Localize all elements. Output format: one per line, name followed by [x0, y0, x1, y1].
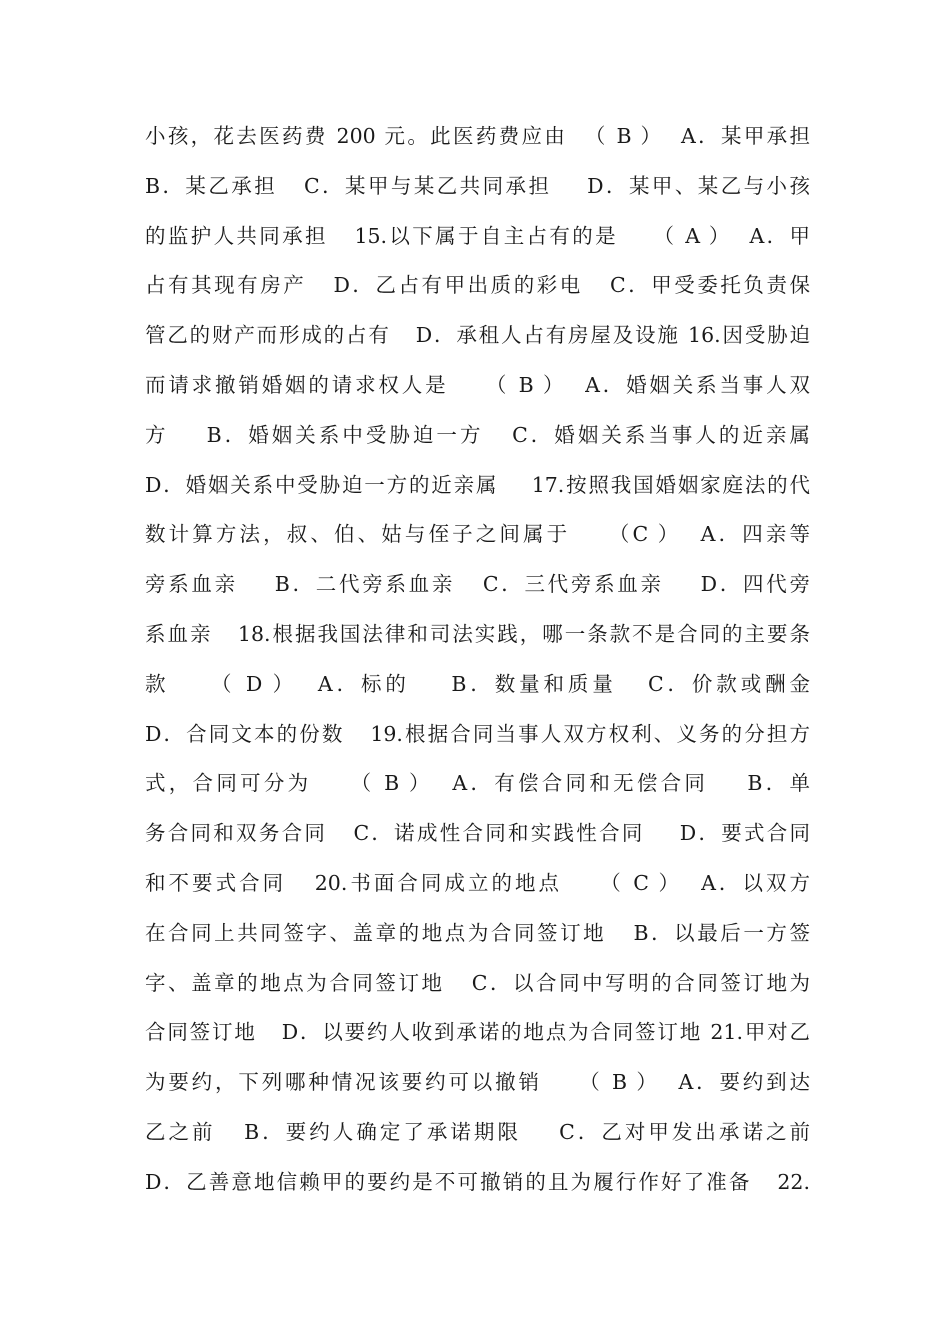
text-line: 系血亲 18.根据我国法律和司法实践，哪一条款不是合同的主要条 — [145, 621, 810, 646]
text-line: 旁系血亲 B．二代旁系血亲 C．三代旁系血亲 D．四代旁 — [145, 572, 810, 597]
text-line: 小孩，花去医药费 200 元。此医药费应由 （ B ） A．某甲承担 — [145, 124, 810, 148]
text-line: 合同签订地 D．以要约人收到承诺的地点为合同签订地 21.甲对乙 — [145, 1020, 810, 1045]
text-line: 占有其现有房产 D．乙占有甲出质的彩电 C．甲受委托负责保 — [145, 273, 810, 298]
text-line: 务合同和双务合同 C．诺成性合同和实践性合同 D．要式合同 — [145, 821, 810, 846]
text-line: D．乙善意地信赖甲的要约是不可撤销的且为履行作好了准备 22. — [145, 1169, 810, 1194]
text-line: D．婚姻关系中受胁迫一方的近亲属 17.按照我国婚姻家庭法的代 — [145, 472, 810, 497]
text-line: 在合同上共同签字、盖章的地点为合同签订地 B．以最后一方签 — [145, 920, 810, 945]
text-line: 字、盖章的地点为合同签订地 C．以合同中写明的合同签订地为 — [145, 970, 810, 995]
text-line: 管乙的财产而形成的占有 D．承租人占有房屋及设施 16.因受胁迫 — [145, 323, 810, 348]
text-line: 方 B．婚姻关系中受胁迫一方 C．婚姻关系当事人的近亲属 — [145, 422, 810, 447]
text-line: 数计算方法，叔、伯、姑与侄子之间属于 （C ） A．四亲等 — [145, 522, 810, 547]
text-line: 款 （ D ） A．标的 B．数量和质量 C．价款或酬金 — [145, 671, 810, 696]
text-line: D．合同文本的份数 19.根据合同当事人双方权利、义务的分担方 — [145, 721, 810, 746]
document-body — [145, 112, 810, 1208]
text-line: 式，合同可分为 （ B ） A．有偿合同和无偿合同 B．单 — [145, 771, 810, 796]
text-line: 的监护人共同承担 15.以下属于自主占有的是 （ A ） A．甲 — [145, 223, 810, 248]
text-line: 和不要式合同 20.书面合同成立的地点 （ C ） A．以双方 — [145, 870, 810, 895]
text-line: B．某乙承担 C．某甲与某乙共同承担 D．某甲、某乙与小孩 — [145, 173, 810, 198]
text-line: 乙之前 B．要约人确定了承诺期限 C．乙对甲发出承诺之前 — [145, 1119, 810, 1144]
text-line: 而请求撤销婚姻的请求权人是 （ B ） A．婚姻关系当事人双 — [145, 372, 810, 397]
text-line: 为要约，下列哪种情况该要约可以撤销 （ B ） A．要约到达 — [145, 1070, 810, 1095]
